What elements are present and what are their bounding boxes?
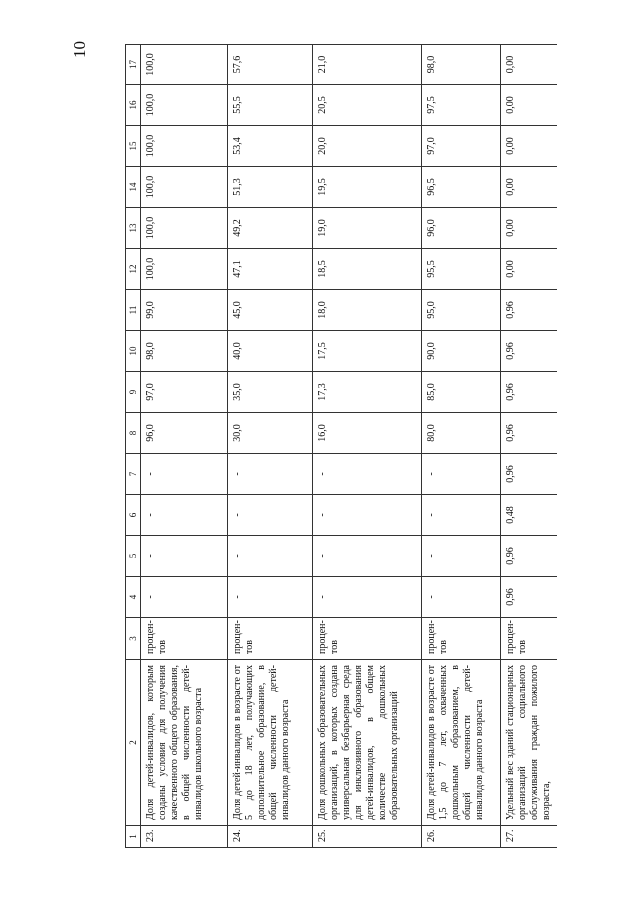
column-number-cell: 1 xyxy=(126,826,141,848)
value-cell: 95,0 xyxy=(422,290,501,331)
value-cell: 97,5 xyxy=(422,85,501,126)
value-cell: 0,96 xyxy=(501,372,558,413)
value-cell: - xyxy=(228,577,313,618)
unit-of-measure: процен-тов xyxy=(422,618,501,660)
table-row xyxy=(228,45,313,848)
column-number-cell: 5 xyxy=(126,536,141,577)
indicator-name: Доля детей-инвалидов в возрасте от 1,5 до 7 лет, охваченных дошкольным образованием, в общей численности детей-инвалидов данного возраста xyxy=(422,660,501,826)
table-row xyxy=(313,45,422,848)
value-cell: 55,5 xyxy=(228,85,313,126)
value-cell: 47,1 xyxy=(228,249,313,290)
value-cell: 17,5 xyxy=(313,331,422,372)
column-number-cell: 3 xyxy=(126,618,141,660)
value-cell: 0,00 xyxy=(501,126,558,167)
column-number-cell: 14 xyxy=(126,167,141,208)
column-number-cell: 12 xyxy=(126,249,141,290)
value-cell: - xyxy=(313,536,422,577)
table-row xyxy=(141,45,228,848)
value-cell: 80,0 xyxy=(422,413,501,454)
value-cell: 0,00 xyxy=(501,249,558,290)
column-number-row xyxy=(126,45,141,848)
column-number-cell: 11 xyxy=(126,290,141,331)
value-cell: 57,6 xyxy=(228,45,313,85)
value-cell: - xyxy=(422,577,501,618)
value-cell: 21,0 xyxy=(313,45,422,85)
indicator-name: Удельный вес зданий стационарных организаций социального обслуживания граждан пожилого возраста, xyxy=(501,660,558,826)
value-cell: - xyxy=(313,577,422,618)
value-cell: 90,0 xyxy=(422,331,501,372)
value-cell: - xyxy=(422,536,501,577)
value-cell: 51,3 xyxy=(228,167,313,208)
value-cell: 100,0 xyxy=(141,45,228,85)
value-cell: 97,0 xyxy=(141,372,228,413)
value-cell: 49,2 xyxy=(228,208,313,249)
value-cell: 96,0 xyxy=(141,413,228,454)
indicator-name: Доля дошкольных образовательных организаций, в которых создана универсальная безбарьерная среда для инклюзивного образования детей-инвалидов, в общем количестве дошкольных образовательных организаций xyxy=(313,660,422,826)
value-cell: 98,0 xyxy=(141,331,228,372)
value-cell: 100,0 xyxy=(141,208,228,249)
value-cell: - xyxy=(228,495,313,536)
value-cell: 17,3 xyxy=(313,372,422,413)
row-number: 26. xyxy=(422,826,501,848)
value-cell: 0,96 xyxy=(501,331,558,372)
indicator-name: Доля детей-инвалидов в возрасте от 5 до 18 лет, получающих дополнительное образование, в общей численности детей-инвалидов данного возраста xyxy=(228,660,313,826)
value-cell: 53,4 xyxy=(228,126,313,167)
row-number: 24. xyxy=(228,826,313,848)
value-cell: 35,0 xyxy=(228,372,313,413)
value-cell: 20,0 xyxy=(313,126,422,167)
page-number: 10 xyxy=(70,41,89,58)
row-number: 27. xyxy=(501,826,558,848)
value-cell: 18,5 xyxy=(313,249,422,290)
value-cell: - xyxy=(228,536,313,577)
value-cell: 0,96 xyxy=(501,413,558,454)
value-cell: 100,0 xyxy=(141,249,228,290)
column-number-cell: 8 xyxy=(126,413,141,454)
value-cell: - xyxy=(422,495,501,536)
column-number-cell: 13 xyxy=(126,208,141,249)
value-cell: 0,48 xyxy=(501,495,558,536)
column-number-cell: 2 xyxy=(126,660,141,826)
unit-of-measure: процен-тов xyxy=(228,618,313,660)
unit-of-measure: процен-тов xyxy=(141,618,228,660)
value-cell: 0,00 xyxy=(501,208,558,249)
value-cell: 100,0 xyxy=(141,167,228,208)
indicator-name: Доля детей-инвалидов, которым созданы условия для получения качественного общего образования, в общей численности детей-инвалидов школьного возраста xyxy=(141,660,228,826)
unit-of-measure: процен-тов xyxy=(501,618,558,660)
value-cell: 0,96 xyxy=(501,454,558,495)
column-number-cell: 15 xyxy=(126,126,141,167)
value-cell: - xyxy=(228,454,313,495)
value-cell: 40,0 xyxy=(228,331,313,372)
column-number-cell: 17 xyxy=(126,45,141,85)
value-cell: - xyxy=(141,577,228,618)
value-cell: - xyxy=(422,454,501,495)
unit-of-measure: процен-тов xyxy=(313,618,422,660)
table-row xyxy=(422,45,501,848)
value-cell: 0,00 xyxy=(501,167,558,208)
row-number: 23. xyxy=(141,826,228,848)
value-cell: 99,0 xyxy=(141,290,228,331)
value-cell: 0,96 xyxy=(501,536,558,577)
value-cell: 0,00 xyxy=(501,85,558,126)
value-cell: 19,0 xyxy=(313,208,422,249)
value-cell: - xyxy=(141,495,228,536)
value-cell: 0,96 xyxy=(501,290,558,331)
row-number: 25. xyxy=(313,826,422,848)
value-cell: 95,5 xyxy=(422,249,501,290)
value-cell: 96,5 xyxy=(422,167,501,208)
value-cell: 97,0 xyxy=(422,126,501,167)
value-cell: - xyxy=(141,536,228,577)
value-cell: - xyxy=(313,495,422,536)
value-cell: - xyxy=(313,454,422,495)
value-cell: - xyxy=(141,454,228,495)
column-number-cell: 7 xyxy=(126,454,141,495)
value-cell: 100,0 xyxy=(141,126,228,167)
value-cell: 85,0 xyxy=(422,372,501,413)
value-cell: 0,00 xyxy=(501,45,558,85)
value-cell: 98,0 xyxy=(422,45,501,85)
value-cell: 30,0 xyxy=(228,413,313,454)
table-row xyxy=(501,45,558,848)
value-cell: 18,0 xyxy=(313,290,422,331)
column-number-cell: 6 xyxy=(126,495,141,536)
value-cell: 100,0 xyxy=(141,85,228,126)
value-cell: 20,5 xyxy=(313,85,422,126)
value-cell: 19,5 xyxy=(313,167,422,208)
value-cell: 0,96 xyxy=(501,577,558,618)
indicator-table xyxy=(125,44,557,848)
column-number-cell: 10 xyxy=(126,331,141,372)
rotated-table-container xyxy=(125,45,552,848)
column-number-cell: 4 xyxy=(126,577,141,618)
column-number-cell: 9 xyxy=(126,372,141,413)
column-number-cell: 16 xyxy=(126,85,141,126)
value-cell: 45,0 xyxy=(228,290,313,331)
value-cell: 16,0 xyxy=(313,413,422,454)
table-body xyxy=(126,45,558,848)
value-cell: 96,0 xyxy=(422,208,501,249)
